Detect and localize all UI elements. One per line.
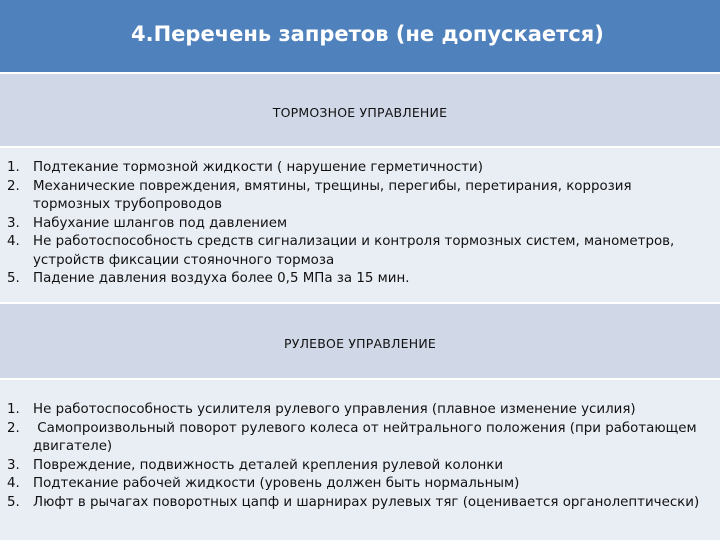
- list-item-number: 3.: [7, 457, 20, 473]
- section-body-steering: [0, 380, 720, 540]
- braking-list: [0, 159, 700, 289]
- list-item-text: Набухание шлангов под давлением: [33, 215, 288, 231]
- list-item-text: Подтекание рабочей жидкости (уровень должен быть нормальным): [33, 476, 520, 491]
- list-item: [0, 494, 700, 513]
- list-item-text: Подтекание тормозной жидкости ( нарушение герметичности): [33, 160, 483, 175]
- section-heading-label: ТОРМОЗНОЕ УПРАВЛЕНИЕ: [272, 105, 448, 120]
- list-item-text: Самопроизвольный поворот рулевого колеса от нейтрального положения (при работающем двигателе): [33, 420, 701, 454]
- list-item: [0, 178, 700, 215]
- list-item-text: Люфт в рычагах поворотных цапф и шарнирах рулевых тяг (оценивается органолептически): [33, 494, 700, 510]
- list-item-number: 3.: [7, 215, 20, 231]
- list-item-number: 2.: [7, 420, 20, 436]
- list-item: [0, 401, 700, 420]
- list-item-text: Не работоспособность средств сигнализации и контроля тормозных систем, манометров, устройств фиксации стояночного тормоза: [33, 234, 679, 268]
- list-item: [0, 233, 700, 270]
- list-item-text: Не работоспособность усилителя рулевого управления (плавное изменение усилия): [33, 402, 636, 417]
- section-body-braking: [0, 148, 720, 304]
- list-item-number: 1.: [7, 160, 20, 175]
- list-item: [0, 159, 700, 178]
- list-item-number: 5.: [7, 494, 20, 510]
- list-item-text: Падение давления воздуха более 0,5 МПа за 15 мин.: [33, 271, 410, 286]
- section-heading-label: РУЛЕВОЕ УПРАВЛЕНИЕ: [284, 336, 436, 351]
- list-item: [0, 270, 700, 289]
- list-item: [0, 420, 700, 457]
- list-item: [0, 457, 700, 476]
- list-item-text: Повреждение, подвижность деталей крепления рулевой колонки: [33, 457, 504, 473]
- list-item-number: 4.: [7, 234, 20, 249]
- list-item-text: Механические повреждения, вмятины, трещины, перегибы, перетирания, коррозия тормозных трубопроводов: [33, 178, 636, 212]
- section-heading-steering: [0, 304, 720, 380]
- list-item-number: 4.: [7, 476, 20, 491]
- section-heading-braking: [0, 74, 720, 148]
- list-item: [0, 215, 700, 234]
- page-title: 4.Перечень запретов (не допускается): [131, 22, 604, 46]
- list-item-number: 2.: [7, 178, 20, 194]
- list-item: [0, 475, 700, 494]
- steering-list: [0, 401, 700, 512]
- table-header: [0, 0, 720, 74]
- list-item-number: 1.: [7, 402, 20, 417]
- list-item-number: 5.: [7, 271, 20, 286]
